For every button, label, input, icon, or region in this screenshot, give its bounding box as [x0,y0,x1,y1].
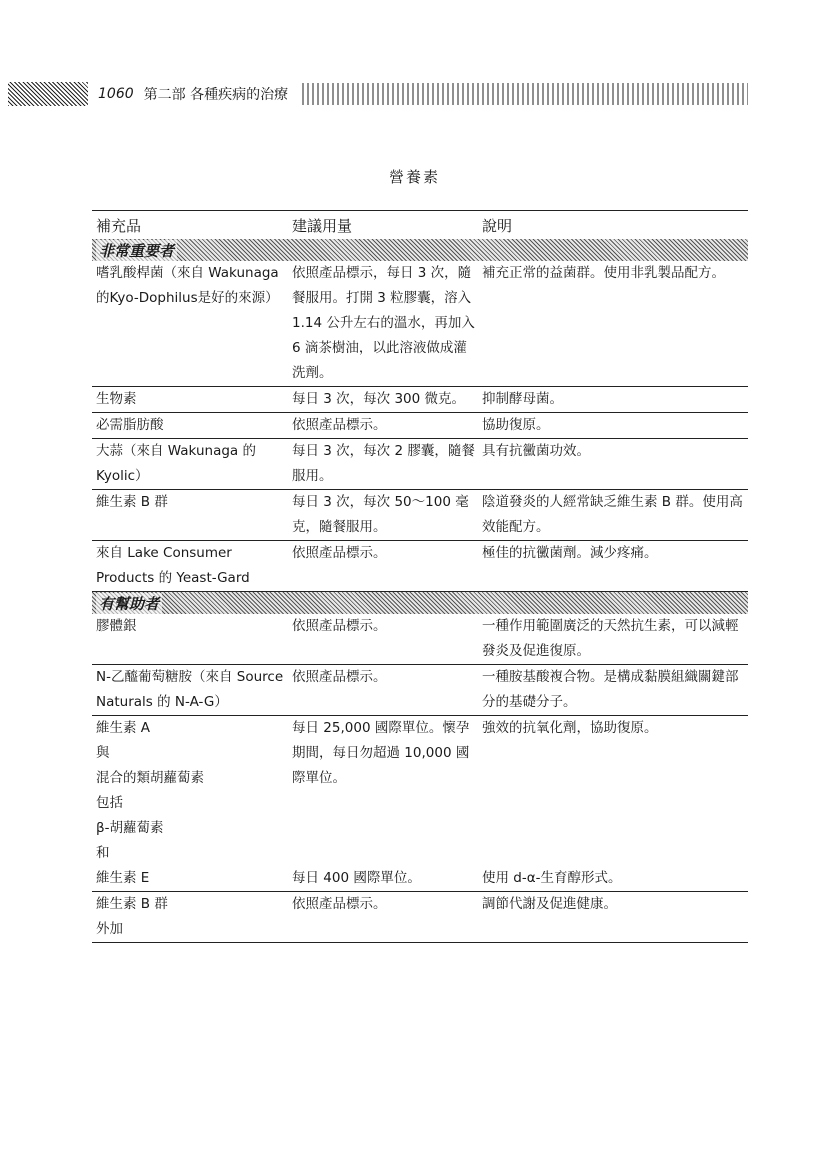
supplement-cell: 必需脂肪酸 [96,417,164,433]
chapter-title: 第二部 各種疾病的治療 [143,87,289,103]
note-cell: 抑制酵母菌。 [482,391,563,407]
note-cell: 一種胺基酸複合物。是構成黏膜組織關鍵部分的基礎分子。 [482,669,739,710]
table-row [92,490,748,541]
dosage-cell: 依照產品標示。 [292,545,387,561]
table-title: 營養素 [388,168,440,186]
section-heading [92,592,748,614]
note-cell: 協助復原。 [482,417,550,433]
note-cell: 補充正常的益菌群。使用非乳製品配方。 [482,265,725,281]
section-heading [92,239,748,261]
table-row [92,716,748,866]
dosage-cell: 依照產品標示，每日 3 次，隨餐服用。打開 3 粒膠囊，溶入 1.14 公升左右的溫水，再加入 6 滴茶樹油，以此溶液做成灌洗劑。 [292,265,475,381]
dosage-cell: 每日 25,000 國際單位。懷孕期間，每日勿超過 10,000 國際單位。 [292,720,470,786]
supplement-cell: 維生素 A 與 混合的類胡蘿蔔素 包括 β-胡蘿蔔素 和 [96,720,204,861]
supplement-cell: 大蒜（來自 Wakunaga 的 Kyolic） [96,443,256,484]
table-row [92,866,748,892]
table-row [92,892,748,943]
supplement-cell: 生物素 [96,391,137,407]
table-row [92,413,748,439]
table-body [92,239,748,943]
dosage-cell: 依照產品標示。 [292,669,387,685]
note-cell: 陰道發炎的人經常缺乏維生素 B 群。使用高效能配方。 [482,494,743,535]
dosage-cell: 依照產品標示。 [292,618,387,634]
column-header-row [92,211,748,239]
supplement-cell: 嗜乳酸桿菌（來自 Wakunaga的Kyo-Dophilus是好的來源） [96,265,279,306]
supplement-cell: 維生素 B 群 外加 [96,896,168,937]
dosage-cell: 每日 400 國際單位。 [292,870,421,886]
supplement-cell: 維生素 B 群 [96,494,168,510]
header-ornament-left [8,82,88,106]
supplement-cell: 膠體銀 [96,618,137,634]
table-row [92,614,748,665]
section-heading-label: 有幫助者 [96,593,162,614]
table-row [92,261,748,387]
table-row [92,387,748,413]
note-cell: 強效的抗氧化劑，協助復原。 [482,720,658,736]
page-header [8,80,748,108]
note-cell: 具有抗黴菌功效。 [482,443,590,459]
table-row [92,665,748,716]
note-cell: 一種作用範圍廣泛的天然抗生素，可以減輕發炎及促進復原。 [482,618,739,659]
dosage-cell: 依照產品標示。 [292,417,387,433]
table-row [92,439,748,490]
column-header-note: 說明 [482,216,513,235]
section-heading-label: 非常重要者 [96,240,177,261]
page-number: 1060 [98,86,134,102]
column-header-supplement: 補充品 [96,216,142,235]
header-ornament-right [302,83,748,105]
note-cell: 使用 d-α-生育醇形式。 [482,870,622,886]
note-cell: 極佳的抗黴菌劑。減少疼痛。 [482,545,658,561]
supplement-cell: 來自 Lake Consumer Products 的 Yeast-Gard [96,545,250,586]
supplement-cell: 維生素 E [96,870,150,886]
dosage-cell: 依照產品標示。 [292,896,387,912]
supplement-cell: N-乙醯葡萄糖胺（來自 Source Naturals 的 N-A-G） [96,669,284,710]
table-row [92,541,748,592]
dosage-cell: 每日 3 次，每次 2 膠囊，隨餐服用。 [292,443,475,484]
dosage-cell: 每日 3 次，每次 300 微克。 [292,391,466,407]
note-cell: 調節代謝及促進健康。 [482,896,617,912]
dosage-cell: 每日 3 次，每次 50～100 毫克，隨餐服用。 [292,494,469,535]
column-header-dosage: 建議用量 [292,216,353,235]
nutrient-table [92,210,748,943]
